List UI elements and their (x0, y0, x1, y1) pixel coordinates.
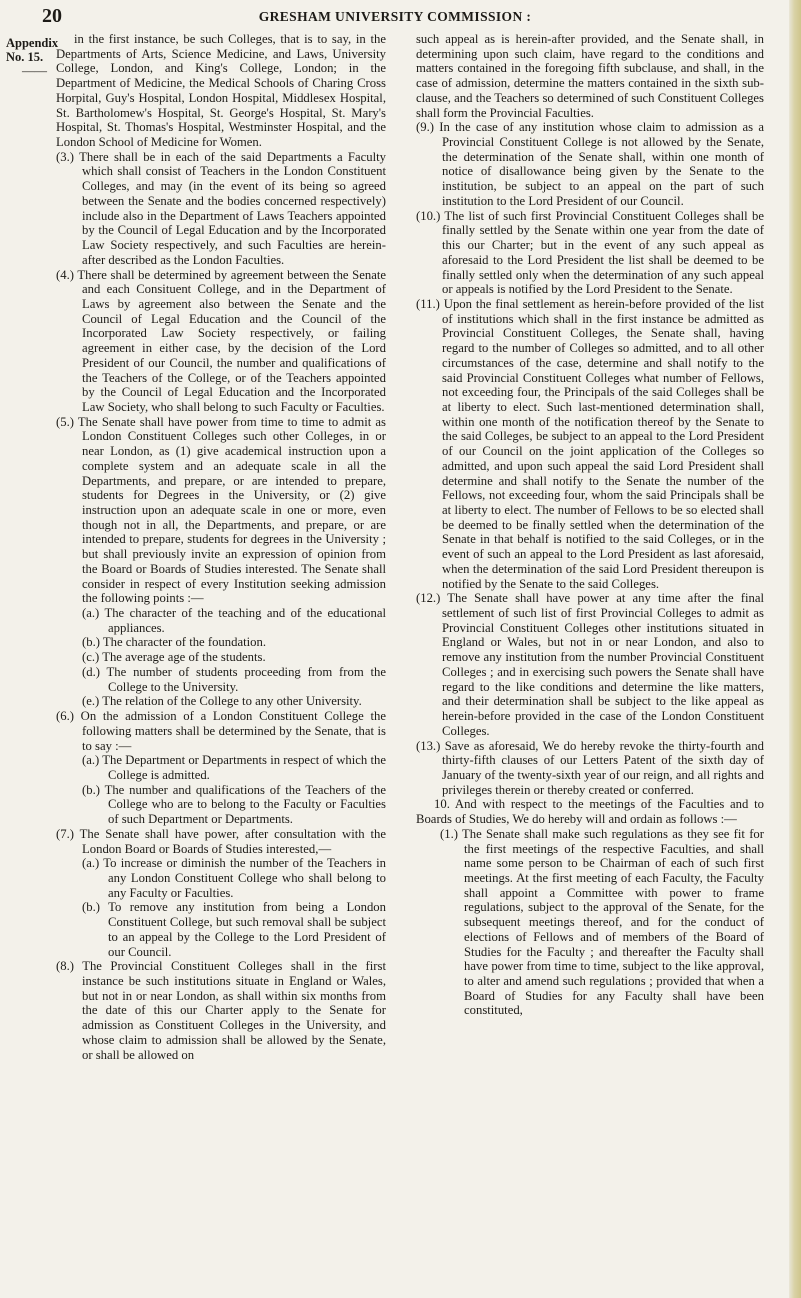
clause-5-item-e: (e.) The relation of the College to any other University. (82, 694, 362, 709)
page-header (0, 5, 790, 31)
clause-7: (7.) The Senate shall have power, after consultation with the London Board or Boards of Studies interested,— (56, 826, 386, 856)
clause-7-item-a: (a.) To increase or diminish the number of the Teachers in any London Constituent College who shall belong to any Faculty or Faculties. (82, 856, 386, 900)
clause-5-item-b: (b.) The character of the foundation. (82, 635, 267, 650)
clause-5-item-d: (d.) The number of students proceeding from from the College to the University. (82, 664, 386, 694)
section-10-intro: 10. And with respect to the meetings of the Faculties and to Boards of Studies, We do hereby will and ordain as follows :— (416, 797, 764, 827)
clause-6-item-a: (a.) The Department or Departments in respect of which the College is admitted. (82, 753, 386, 782)
clause-13: (13.) Save as aforesaid, We do hereby revoke the thirty-fourth and thirty-fifth clauses of our Letters Patent of the sixth day of January of the twenty-sixth year of our reign, and all rights and privileges therein or thereby created or conferred. (416, 738, 764, 797)
margin-note-dash: —— (22, 64, 47, 78)
right-column (416, 32, 764, 1018)
left-column (56, 32, 386, 1062)
running-head: GRESHAM UNIVERSITY COMMISSION : (258, 9, 532, 24)
clause-10: (10.) The list of such first Provincial Constituent Colleges shall be finally settled by the Senate within one year from the date of this our Charter; but in the event of any such appeal as aforesaid to the Lord President the list shall be deemed to be finally settled only when the determination of any such appeal or appeals is notified by the Lord President to the Senate. (416, 208, 764, 297)
clause-4: (4.) There shall be determined by agreement between the Senate and each Consituent College, and in the Department of Laws by agreement also between the Senate and the Council of Legal Education and the Council of the Incorporated Law Society respectively, or failing agreement in either case, by the decision of the Lord President of our Council, the number and qualifications of the Teachers of the College, or of the Teachers appointed by the Council of Legal Education and the Incorporated Law Society, who shall belong to such Faculty or Faculties. (56, 267, 386, 414)
clause-7-item-b: (b.) To remove any institution from being a London Constituent College, but such removal shall be subject to an appeal by the College to the Lord President of our Council. (82, 900, 386, 959)
clause-8: (8.) The Provincial Constituent Colleges shall in the first instance be such institutions situate in England or Wales, but not in or near London, as shall within six months from the date of this our Charter apply to the Senate for admission as Constituent Colleges in the University, and whose claim to admission shall be allowed by the Senate, or shall be allowed on (56, 959, 386, 1062)
clause-12: (12.) The Senate shall have power at any time after the final settlement of such list of first Provincial Colleges to admit as Provincial Constituent Colleges other institutions situated in England or Wales, but not in or near London, and also to remove any institution from the number Provincial Constituent Colleges ; and in exercising such powers the Senate shall have regard to the like conditions and determine the like matters, and their determination shall be subject to the like appeal as herein-before provided in the case of the London Constituent Colleges. (416, 591, 764, 738)
clause-5-item-a: (a.) The character of the teaching and of the educational appliances. (82, 606, 386, 635)
margin-note-appendix: Appendix (6, 36, 59, 50)
page-edge-shadow (789, 0, 801, 1298)
clause-11: (11.) Upon the final settlement as herein-before provided of the list of institutions which shall in the first instance be admitted as Provincial Constituent Colleges, the Senate shall, having regard to the number of Colleges so admitted, and to all other circumstances of the case, determine and shall notify to the said Provincial Constituent Colleges what number of Fellows, not exceeding four, the Principals of the said Colleges shall be at liberty to elect. Such last-mentioned determination shall, within one month of the notification thereof by the Senate to the said Colleges, be subject to an appeal to the Lord President of our Council on the joint application of the Colleges so admitted, and upon such appeal the said Lord President shall determine and shall notify to the Senate the number of the Fellows, not exceeding four, whom the said Principals shall be at liberty to elect. The number of Fellows to be so elected shall be deemed to be finally settled when the determination of the Senate in that behalf is notified to the said Colleges, or in the event of such an appeal to the Lord President as last aforesaid, when the determination of the said Lord President thereupon is notified by the Senate to the said Colleges. (416, 296, 764, 591)
clause-6-item-b: (b.) The number and qualifications of the Teachers of the College who are to belong to the Faculty or Faculties of such Department or Departments. (82, 782, 386, 827)
clause-3: (3.) There shall be in each of the said Departments a Faculty which shall consist of Teachers in the London Constituent Colleges, and may (in the event of its being so agreed between the Senate and the bodies concerned respectively) include also in the Department of Laws Teachers appointed by the Council of Legal Education and by the Incorporated Law Society respectively, and such Faculties are herein-after described as the London Faculties. (56, 149, 386, 267)
margin-note-number: No. 15. (6, 50, 44, 64)
clause-5: (5.) The Senate shall have power from time to time to admit as London Constituent Colleges such other Colleges, in or near London, as (1) give academical instruction upon a complete system and an adequate scale in all the Departments, and prepare, or are intended to prepare, students for Degrees in the University, or (2) give instruction upon an adequate scale in one or more, even though not in all, the Departments, and prepare, or are intended to prepare, students for degrees in the University ; but shall previously invite an expression of opinion from the Board or Boards of Studies interested. The Senate shall consider in respect of every Institution seeking admission the following points :— (56, 414, 386, 606)
page-number: 20 (42, 5, 62, 27)
margin-note (6, 36, 59, 78)
continuation-paragraph: such appeal as is herein-after provided, and the Senate shall, in determining upon such claim, have regard to the conditions and matters contained in the foregoing fifth subclause, and shall, in the case of admission, determine the matters contained in the sixth sub-clause, and the Teachers so determined of such Constituent Colleges shall form the Provincial Faculties. (416, 32, 764, 120)
clause-9: (9.) In the case of any institution whose claim to admission as a Provincial Constituent College is not allowed by the Senate, the determination of the Senate shall, within one month of notice of disallowance being given by the Senate to the institution, be subject to an appeal on the part of such institution to the Lord President of our Council. (416, 120, 764, 208)
clause-6: (6.) On the admission of a London Constituent College the following matters shall be determined by the Senate, that is to say :— (56, 709, 386, 753)
clause-5-item-c: (c.) The average age of the students. (82, 650, 266, 665)
intro-paragraph: in the first instance, be such Colleges, that is to say, in the Departments of Arts, Science Medicine, and Laws, University College, London, and King's College, London; in the Department of Medicine, the Medical Schools of Charing Cross Horpital, Guy's Hospital, London Hospital, Middlesex Hospital, St. Bartholomew's Hospital, St. George's Hospital, St. Mary's Hospital, St. Thomas's Hospital, Westminster Hospital, and the London School of Medicine for Women. (56, 32, 386, 150)
section-10-item-1: (1.) The Senate shall make such regulations as they see fit for the first meetings of the respective Faculties, and shall name some person to be Chairman of each of such first meetings. At the first meeting of each Faculty, the Faculty shall appoint a Committee with power to frame regulations, subject to the approval of the Senate, for the subsequent meetings thereof, and for the conduct of elections of Fellows and of members of the Board of Studies for the Faculty ; and thereafter the Faculty shall have power from time to time, subject to the like approval, to alter and amend such regulations ; provided that when a Board of Studies for any Faculty shall have been constituted, (440, 826, 764, 1018)
